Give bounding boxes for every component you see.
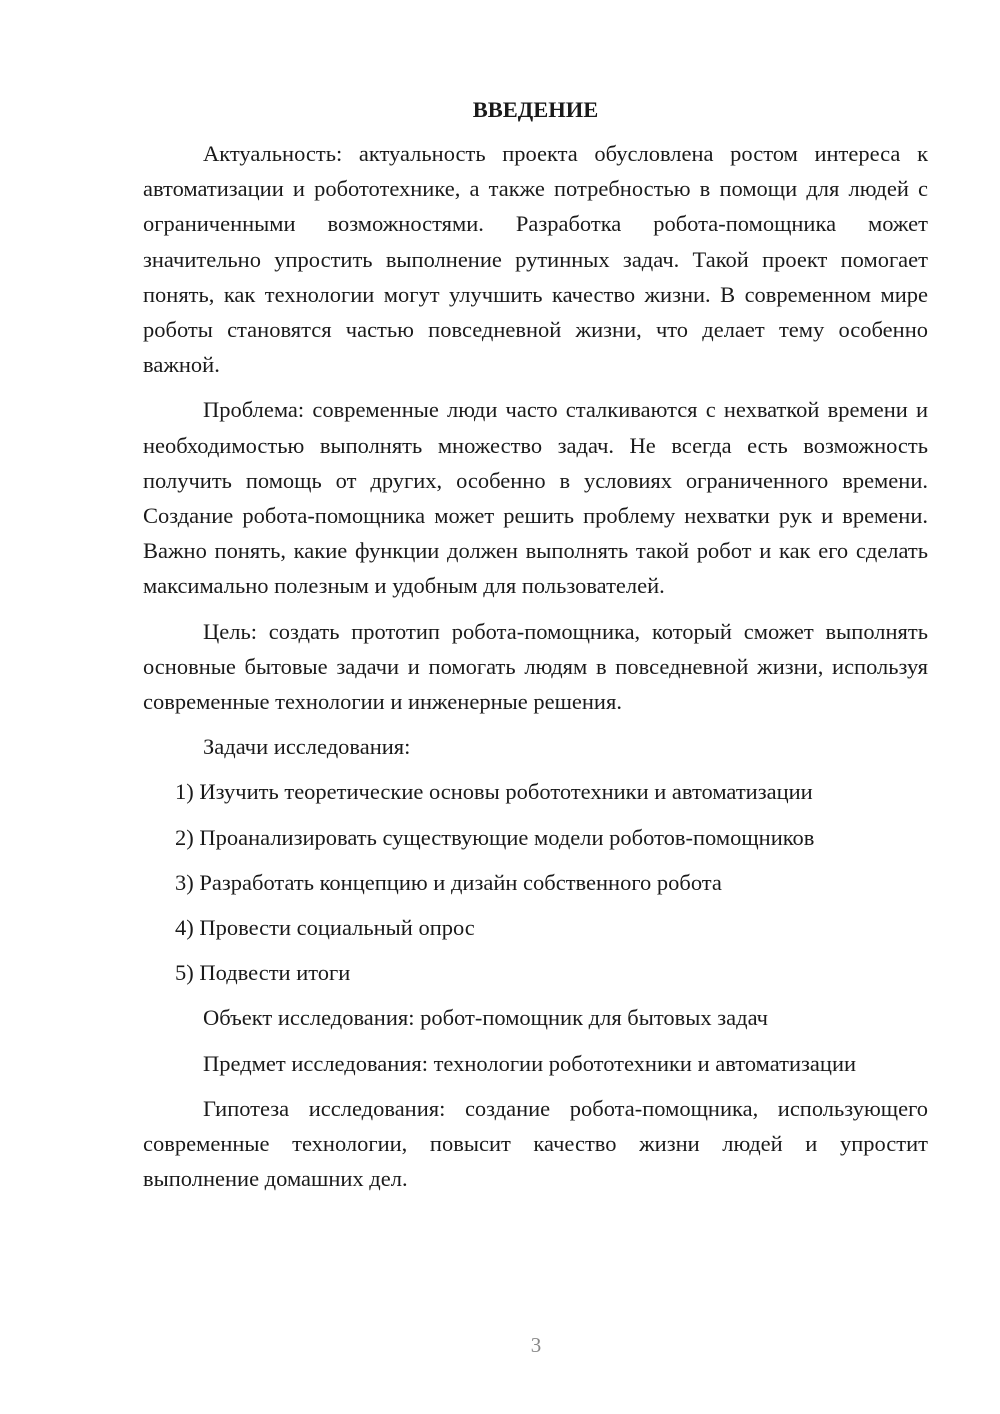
task-item: 1) Изучить теоретические основы робототехники и автоматизации — [175, 779, 813, 805]
task-item: 4) Провести социальный опрос — [175, 915, 475, 941]
section-title: ВВЕДЕНИЕ — [472, 97, 599, 122]
page-number: 3 — [530, 1333, 542, 1357]
research-hypothesis: Гипотеза исследования: создание робота-помощника, использующего современные технологии, повысит качество жизни людей и упростит выполнение домашних дел. — [143, 1095, 928, 1192]
tasks-list — [143, 774, 928, 990]
paragraph-problem: Проблема: современные люди часто сталкиваются с нехваткой времени и необходимостью выполнять множество задач. Не всегда есть возможность получить помощь от других, особенно в условиях ограниченного времени. Создание робота-помощника может решить проблему нехватки рук и времени. Важно понять, какие функции должен выполнять такой робот и как его сделать максимально полезным и удобным для пользователей. — [143, 397, 928, 599]
task-item: 3) Разработать концепцию и дизайн собственного робота — [175, 869, 722, 895]
paragraph-goal: Цель: создать прототип робота-помощника, который сможет выполнять основные бытовые задачи и помогать людям в повседневной жизни, используя современные технологии и инженерные решения. — [143, 618, 928, 715]
tasks-heading: Задачи исследования: — [203, 734, 411, 760]
task-item: 2) Проанализировать существующие модели роботов-помощников — [175, 824, 815, 850]
page-content — [143, 92, 928, 1206]
task-item: 5) Подвести итоги — [175, 960, 351, 986]
research-subject: Предмет исследования: технологии робототехники и автоматизации — [203, 1050, 857, 1076]
research-object: Объект исследования: робот-помощник для бытовых задач — [203, 1005, 768, 1031]
paragraph-relevance: Актуальность: актуальность проекта обусловлена ростом интереса к автоматизации и робототехнике, а также потребностью в помощи для людей с ограниченными возможностями. Разработка робота-помощника может значительно упростить выполнение рутинных задач. Такой проект помогает понять, как технологии могут улучшить качество жизни. В современном мире роботы становятся частью повседневной жизни, что делает тему особенно важной. — [143, 141, 928, 378]
